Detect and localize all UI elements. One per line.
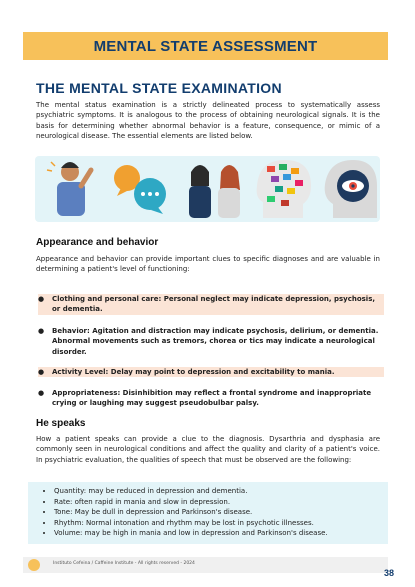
footer	[23, 557, 388, 573]
list-item: • Rate: often rapid in mania and slow in depression.	[54, 497, 388, 508]
speech-qualities-list	[28, 486, 388, 539]
header-banner	[23, 32, 388, 60]
bullet-icon: ●	[38, 368, 45, 376]
speech-qualities-box	[28, 482, 388, 544]
list-item	[38, 294, 384, 315]
bullet-text: Clothing and personal care: Personal neglect may indicate depression, psychosis, or dementia.	[52, 295, 376, 314]
bullet-text: Activity Level: Delay may point to depression and excitability to mania.	[52, 368, 335, 376]
colorful-head-icon	[257, 160, 311, 218]
page-number: 38	[384, 568, 395, 578]
speaks-heading: He speaks	[36, 418, 86, 429]
list-item	[38, 326, 384, 357]
list-item: • Tone: May be dull in depression and Parkinson's disease.	[54, 507, 388, 518]
bullet-text: Appropriateness: Disinhibition may reflect a frontal syndrome and inappropriate crying or laughing may suggest pseudobulbar palsy.	[52, 389, 372, 408]
speaks-paragraph: How a patient speaks can provide a clue to the diagnosis. Dysarthria and dysphasia are commonly seen in neurological conditions and affect the quality and clarity of a patient's voice. In psychiatric evaluation, the qualities of speech that must be observed are the following:	[36, 435, 380, 464]
bullet-icon: ●	[38, 327, 45, 335]
man-headache-icon	[47, 162, 91, 216]
illustration-art	[35, 156, 380, 222]
appearance-paragraph: Appearance and behavior can provide important clues to specific diagnoses and are valuable in determining a patient's level of functioning:	[36, 255, 380, 274]
speech-bubbles-icon	[114, 165, 166, 214]
list-item: • Rhythm: Normal intonation and rhythm may be lost in psychotic illnesses.	[54, 518, 388, 529]
bullet-icon: ●	[38, 295, 45, 303]
bullet-icon: ●	[38, 389, 45, 397]
banner-title: MENTAL STATE ASSESSMENT	[93, 37, 318, 55]
section-title: THE MENTAL STATE EXAMINATION	[36, 80, 282, 96]
intro-paragraph: The mental status examination is a strictly delineated process to systematically assess psychiatric symptoms. It is analogous to the process of obtaining neurological signals. It is the basis for determining whether abnormal behavior is a feature, consequence, or mimic of a neurological disease. The essential elements are listed below.	[36, 101, 380, 141]
two-women-talking-icon	[189, 165, 240, 218]
list-item: • Quantity: may be reduced in depression and dementia.	[54, 486, 388, 497]
footer-copyright: Instituto Cefeina / Caffeine Institute - All rights reserved - 2024	[53, 561, 195, 566]
appearance-heading: Appearance and behavior	[36, 237, 159, 248]
list-item: • Volume: may be high in mania and low in depression and Parkinson's disease.	[54, 528, 388, 539]
list-item	[38, 388, 384, 409]
list-item	[38, 367, 384, 377]
head-eye-icon	[325, 160, 377, 218]
bullet-text: Behavior: Agitation and distraction may indicate psychosis, delirium, or dementia. Abnormal movements such as tremors, chorea or tics may indicate a neurological disorder.	[52, 327, 379, 356]
institute-logo-icon	[28, 559, 40, 571]
illustration-strip	[35, 156, 380, 222]
